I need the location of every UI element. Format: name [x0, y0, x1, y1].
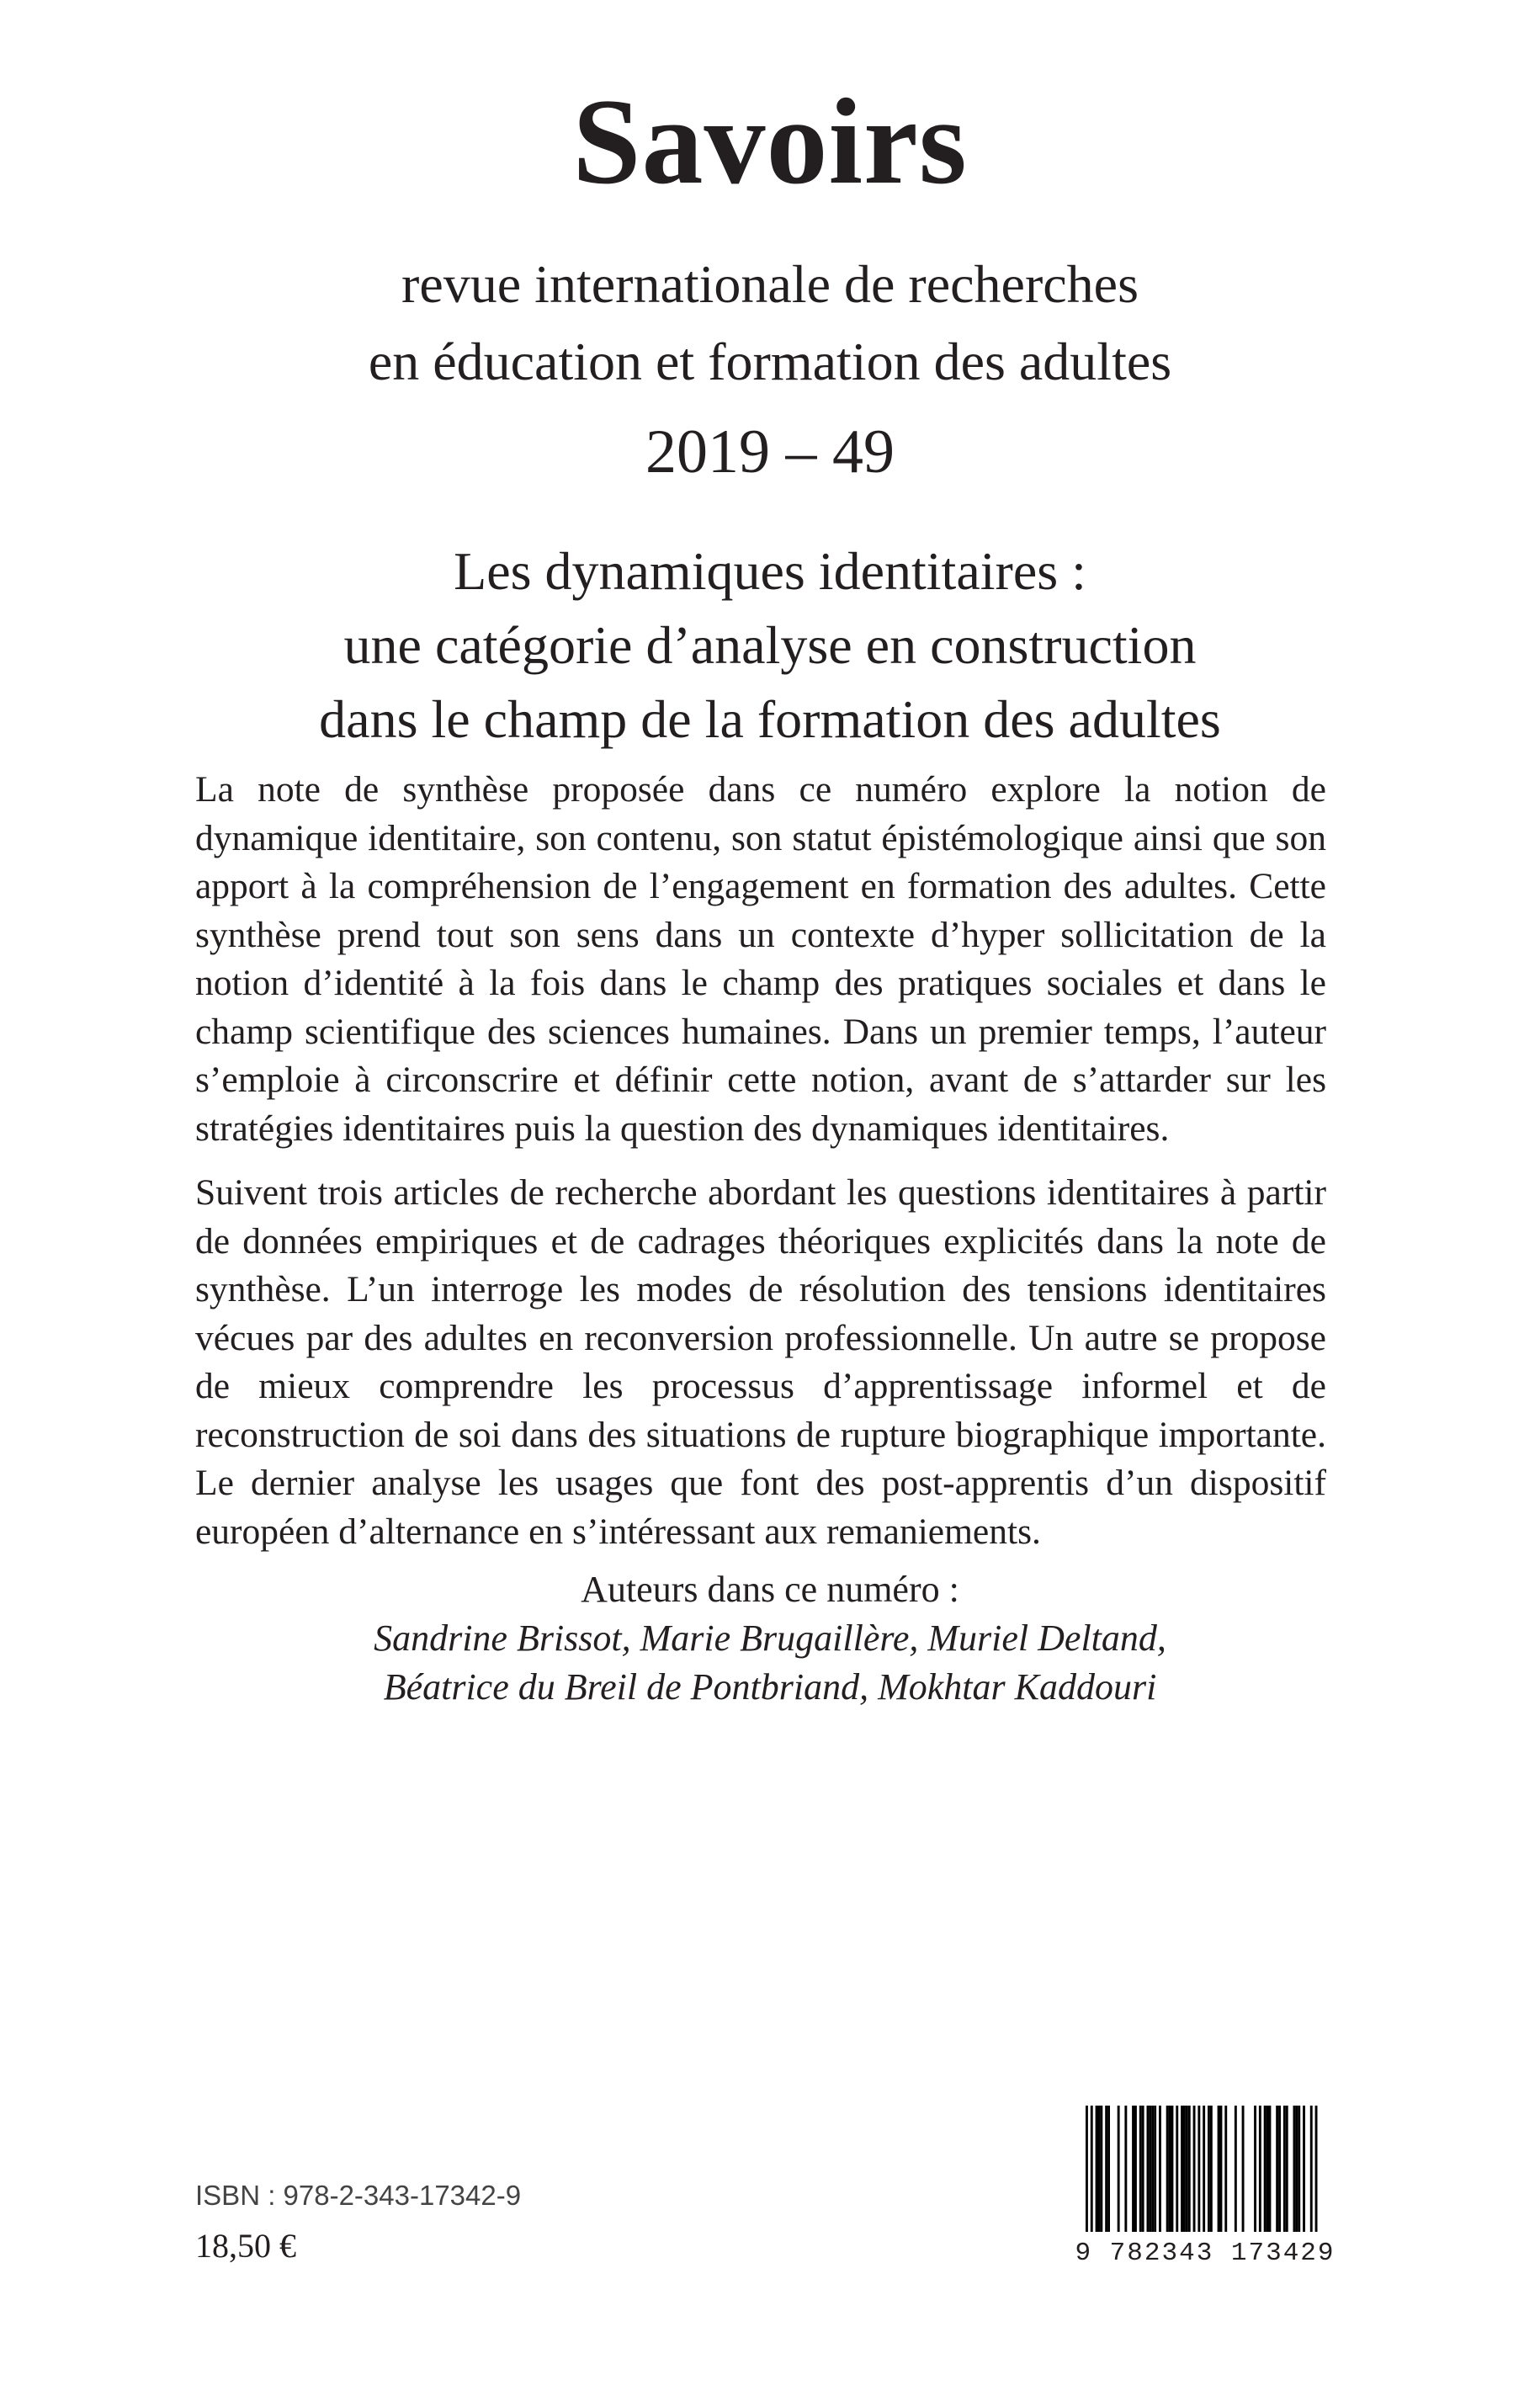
barcode-bar [1132, 2106, 1134, 2232]
barcode-bar [1286, 2106, 1288, 2232]
barcode-bar [1259, 2106, 1261, 2232]
authors-names-line: Sandrine Brissot, Marie Brugaillère, Muriel Deltand, [374, 1617, 1166, 1659]
barcode-bar [1183, 2106, 1186, 2232]
barcode-bar [1100, 2106, 1102, 2232]
barcode-bar [1186, 2106, 1188, 2232]
barcode-bar [1310, 2106, 1313, 2232]
theme-line: dans le champ de la formation des adultes [319, 689, 1221, 749]
barcode [1062, 2106, 1348, 2268]
barcode-bar [1147, 2106, 1150, 2232]
barcode-bar [1105, 2106, 1107, 2232]
barcode-bar [1303, 2106, 1305, 2232]
issue-theme [0, 534, 1540, 757]
barcode-bar [1293, 2106, 1296, 2232]
barcode-bar [1124, 2106, 1127, 2232]
barcode-bars [1062, 2106, 1348, 2240]
cover-subtitle [0, 246, 1540, 401]
barcode-bar [1134, 2106, 1137, 2232]
barcode-bar [1235, 2106, 1237, 2232]
barcode-bar [1220, 2106, 1223, 2232]
barcode-bar [1298, 2106, 1300, 2232]
barcode-bar [1267, 2106, 1269, 2232]
cover-title: Savoirs [572, 73, 968, 210]
barcode-bar [1166, 2106, 1169, 2232]
barcode-bar [1210, 2106, 1213, 2232]
barcode-bar [1142, 2106, 1144, 2232]
barcode-bar [1151, 2106, 1154, 2232]
barcode-bar [1169, 2106, 1171, 2232]
barcode-bar [1154, 2106, 1156, 2232]
barcode-bar [1159, 2106, 1161, 2232]
barcode-bar [1171, 2106, 1174, 2232]
description-paragraph: Suivent trois articles de recherche abordant les questions identitaires à partir de données empiriques et de cadrages théoriques explicités dans la note de synthèse. L’un interroge les modes de résolution des tensions identitaires vécues par des adultes en reconversion professionnelle. Un autre se propose de mieux comprendre les processus d’apprentissage informel et de reconstruction de soi dans des situations de rupture biographique importante. Le dernier analyse les usages que font des post-apprentis d’un dispositif européen d’alternance en s’intéressant aux remaniements. [195, 1172, 1326, 1552]
barcode-bar [1254, 2106, 1256, 2232]
barcode-bar [1096, 2106, 1098, 2232]
barcode-bar [1264, 2106, 1267, 2232]
isbn-label: ISBN : 978-2-343-17342-9 [195, 2180, 522, 2211]
barcode-bar [1139, 2106, 1142, 2232]
barcode-bar [1091, 2106, 1093, 2232]
barcode-bar [1315, 2106, 1318, 2232]
barcode-bar [1242, 2106, 1245, 2232]
price-label: 18,50 € [195, 2227, 296, 2265]
barcode-bar [1149, 2106, 1151, 2232]
issue-number: 2019 – 49 [645, 417, 895, 486]
barcode-bar [1218, 2106, 1220, 2232]
barcode-bar [1181, 2106, 1183, 2232]
barcode-bar [1224, 2106, 1227, 2232]
barcode-bar [1176, 2106, 1178, 2232]
theme-line: Les dynamiques identitaires : [454, 541, 1086, 601]
barcode-bar [1098, 2106, 1101, 2232]
authors-names-line: Béatrice du Breil de Pontbriand, Mokhtar Kaddouri [383, 1666, 1157, 1708]
barcode-bar [1197, 2106, 1200, 2232]
authors-block [0, 1565, 1540, 1712]
barcode-bar [1278, 2106, 1281, 2232]
subtitle-line: revue internationale de recherches [401, 254, 1139, 314]
barcode-bar [1118, 2106, 1120, 2232]
barcode-bar [1269, 2106, 1272, 2232]
barcode-bar [1208, 2106, 1210, 2232]
barcode-bar [1107, 2106, 1110, 2232]
barcode-bar [1283, 2106, 1286, 2232]
barcode-bar [1295, 2106, 1298, 2232]
barcode-bar [1188, 2106, 1191, 2232]
back-cover-description [195, 766, 1326, 1572]
description-paragraph: La note de synthèse proposée dans ce numéro explore la notion de dynamique identitaire, son contenu, son statut épistémologique ainsi que son apport à la compréhension de l’engagement en formation des adultes. Cette synthèse prend tout son sens dans un contexte d’hyper sollicitation de la notion d’identité à la fois dans le champ des pratiques sociales et dans le champ scientifique des sciences humaines. Dans un premier temps, l’auteur s’emploie à circonscrire et définir cette notion, avant de s’attarder sur les stratégies identitaires puis la question des dynamiques identitaires. [195, 769, 1326, 1149]
barcode-bar [1203, 2106, 1205, 2232]
barcode-bar [1193, 2106, 1196, 2232]
barcode-bar [1276, 2106, 1278, 2232]
barcode-digits: 9 782343 173429 [1062, 2240, 1348, 2266]
theme-line: une catégorie d’analyse en construction [343, 615, 1197, 675]
authors-heading: Auteurs dans ce numéro : [581, 1569, 959, 1610]
subtitle-line: en éducation et formation des adultes [368, 332, 1172, 391]
barcode-bar [1086, 2106, 1088, 2232]
